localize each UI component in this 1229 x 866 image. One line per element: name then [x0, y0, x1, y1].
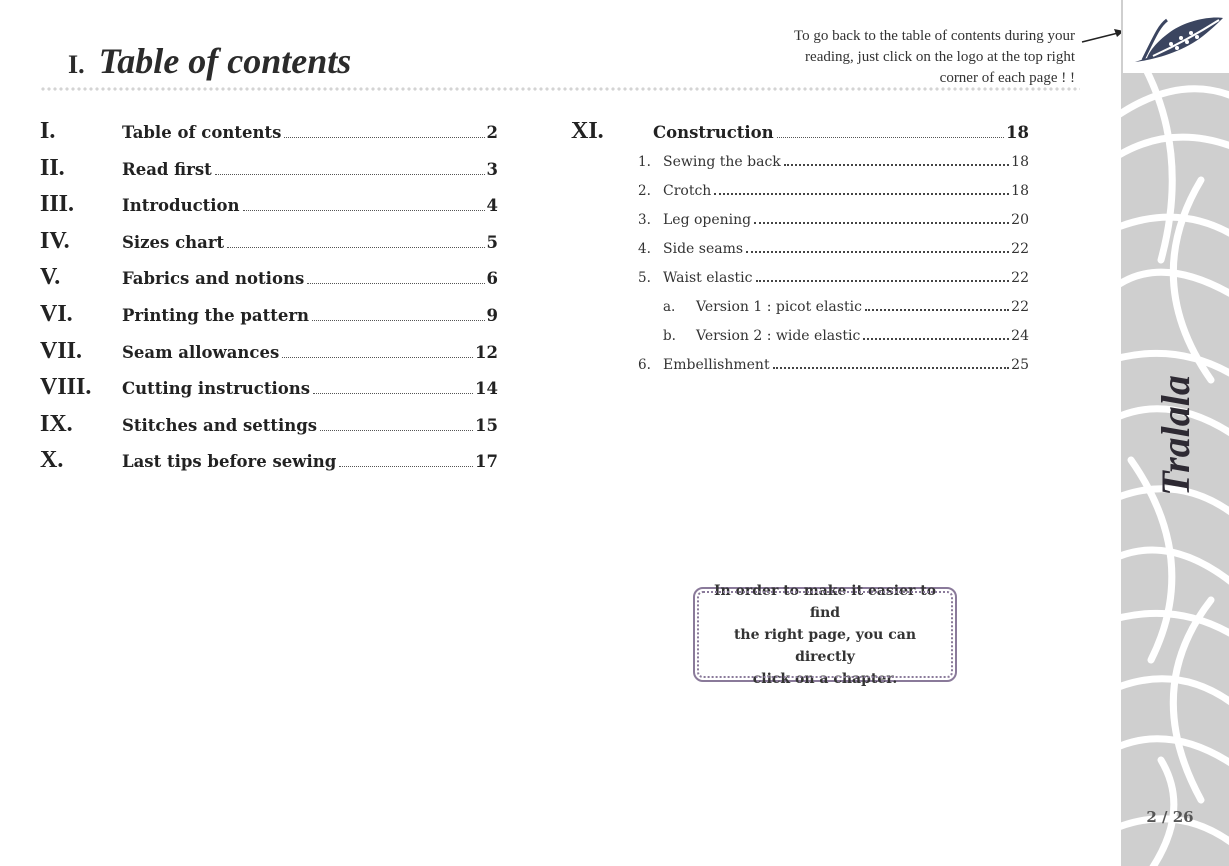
chapter-title: Printing the pattern — [122, 305, 310, 325]
chapter-title: Read first — [122, 159, 212, 179]
chapter-number: II. — [40, 154, 65, 181]
arrow-icon — [1080, 28, 1126, 46]
toc-chapter-link[interactable] — [40, 228, 498, 265]
brand-name — [1140, 370, 1210, 500]
chapter-number: I. — [40, 118, 56, 144]
chapter-number: VI. — [40, 300, 73, 327]
dot-leader — [863, 338, 1009, 340]
dot-leader — [312, 320, 484, 321]
toc-chapter-link[interactable] — [40, 155, 498, 192]
toc-section-link[interactable] — [638, 154, 1029, 183]
section-number: 4. — [638, 241, 651, 257]
toc-chapter-link[interactable] — [40, 118, 498, 155]
chapter-page: 3 — [486, 159, 498, 179]
subsection-letter: b. — [663, 328, 676, 344]
hint-line: reading, just click on the logo at the top right — [805, 49, 1075, 65]
dot-leader — [784, 164, 1009, 166]
chapter-page: 2 — [486, 123, 498, 142]
page-title-text: Table of contents — [98, 41, 352, 81]
section-number: 3. — [638, 212, 651, 228]
chapter-page: 9 — [486, 305, 498, 325]
toc-section-link[interactable] — [638, 241, 1029, 270]
hint-line: To go back to the table of contents during your — [794, 28, 1075, 44]
note-line: In order to make it easier to find — [713, 582, 937, 621]
chapter-number: IX. — [40, 410, 73, 437]
section-title: Sewing the back — [663, 154, 781, 170]
logo-home-link[interactable] — [1123, 0, 1229, 73]
section-number: 6. — [638, 357, 651, 373]
section-title: Leg opening — [663, 212, 752, 228]
chapter-number: VIII. — [40, 374, 92, 401]
section-title: Waist elastic — [663, 270, 753, 286]
section-page: 22 — [1011, 270, 1029, 286]
page-title — [68, 40, 351, 82]
toc-chapter-link[interactable] — [40, 301, 498, 338]
dot-leader — [282, 357, 473, 358]
chapter-number: XI. — [571, 118, 604, 144]
section-number: 5. — [638, 270, 651, 286]
toc-chapter-link[interactable] — [40, 411, 498, 448]
subsection-page: 22 — [1011, 299, 1029, 315]
brand-text: Tralala — [1152, 374, 1198, 496]
chapter-page: 4 — [486, 196, 498, 216]
dot-leader — [714, 193, 1009, 195]
toc-chapter-link[interactable] — [571, 118, 1029, 154]
chapter-title: Sizes chart — [122, 232, 225, 252]
subsection-title: Version 2 : wide elastic — [696, 328, 861, 344]
dot-leader — [307, 283, 484, 284]
section-title: Side seams — [663, 241, 744, 257]
chapter-page: 6 — [486, 269, 498, 289]
dot-leader — [313, 393, 473, 394]
toc-main-list — [40, 118, 498, 484]
dot-leader — [754, 222, 1009, 224]
page-title-number: I. — [68, 50, 85, 79]
chapter-title: Seam allowances — [122, 342, 280, 362]
chapter-number: VII. — [40, 337, 83, 364]
dot-leader — [339, 466, 473, 467]
chapter-number: X. — [40, 447, 64, 474]
section-title: Embellishment — [663, 357, 770, 373]
toc-chapter-link[interactable] — [40, 338, 498, 375]
note-line: click on a chapter. — [752, 670, 898, 687]
chapter-page: 15 — [475, 415, 498, 435]
leaf-logo-icon — [1123, 0, 1229, 73]
toc-chapter-link[interactable] — [40, 191, 498, 228]
section-title: Crotch — [663, 183, 712, 199]
chapter-page: 5 — [486, 232, 498, 252]
note-line: the right page, you can directly — [733, 626, 917, 665]
toc-chapter-link[interactable] — [40, 447, 498, 484]
toc-section-link[interactable] — [638, 270, 1029, 299]
section-page: 25 — [1011, 357, 1029, 373]
section-page: 18 — [1011, 183, 1029, 199]
section-page: 18 — [1011, 154, 1029, 170]
dot-leader — [320, 430, 473, 431]
subsection-title: Version 1 : picot elastic — [696, 299, 862, 315]
dot-leader — [777, 137, 1004, 138]
chapter-title: Introduction — [122, 196, 240, 216]
section-page: 22 — [1011, 241, 1029, 257]
chapter-number: IV. — [40, 227, 70, 254]
toc-chapter-link[interactable] — [40, 374, 498, 411]
subsection-letter: a. — [663, 299, 676, 315]
chapter-page: 12 — [475, 342, 498, 362]
toc-construction-list — [571, 118, 1029, 386]
page-indicator: 2 / 26 — [1146, 808, 1194, 826]
chapter-number: V. — [40, 264, 61, 291]
dot-leader — [746, 251, 1009, 253]
chapter-title: Construction — [653, 123, 774, 142]
dot-leader — [756, 280, 1010, 282]
section-number: 2. — [638, 183, 651, 199]
subsection-page: 24 — [1011, 328, 1029, 344]
chapter-title: Stitches and settings — [122, 415, 318, 435]
chapter-title: Fabrics and notions — [122, 269, 305, 289]
toc-subsection-link[interactable] — [663, 299, 1029, 328]
dot-leader — [865, 309, 1009, 311]
chapter-page: 17 — [475, 452, 498, 472]
chapter-page: 14 — [475, 379, 498, 399]
dot-leader — [227, 247, 484, 248]
chapter-page: 18 — [1006, 123, 1029, 142]
navigation-note — [693, 582, 957, 687]
chapter-title: Table of contents — [122, 123, 282, 142]
dot-leader — [243, 210, 485, 211]
toc-section-link[interactable] — [638, 357, 1029, 386]
dot-leader — [284, 137, 484, 138]
chapter-title: Cutting instructions — [122, 379, 311, 399]
hint-line: corner of each page ! ! — [939, 70, 1075, 86]
chapter-number: III. — [40, 191, 75, 218]
toc-chapter-link[interactable] — [40, 264, 498, 301]
dot-leader — [773, 367, 1010, 369]
dot-leader — [215, 174, 485, 175]
section-number: 1. — [638, 154, 651, 170]
toc-subsection-link[interactable] — [663, 328, 1029, 357]
section-page: 20 — [1011, 212, 1029, 228]
toc-section-link[interactable] — [638, 212, 1029, 241]
logo-hint — [715, 26, 1075, 89]
toc-section-link[interactable] — [638, 183, 1029, 212]
chapter-title: Last tips before sewing — [122, 452, 337, 472]
